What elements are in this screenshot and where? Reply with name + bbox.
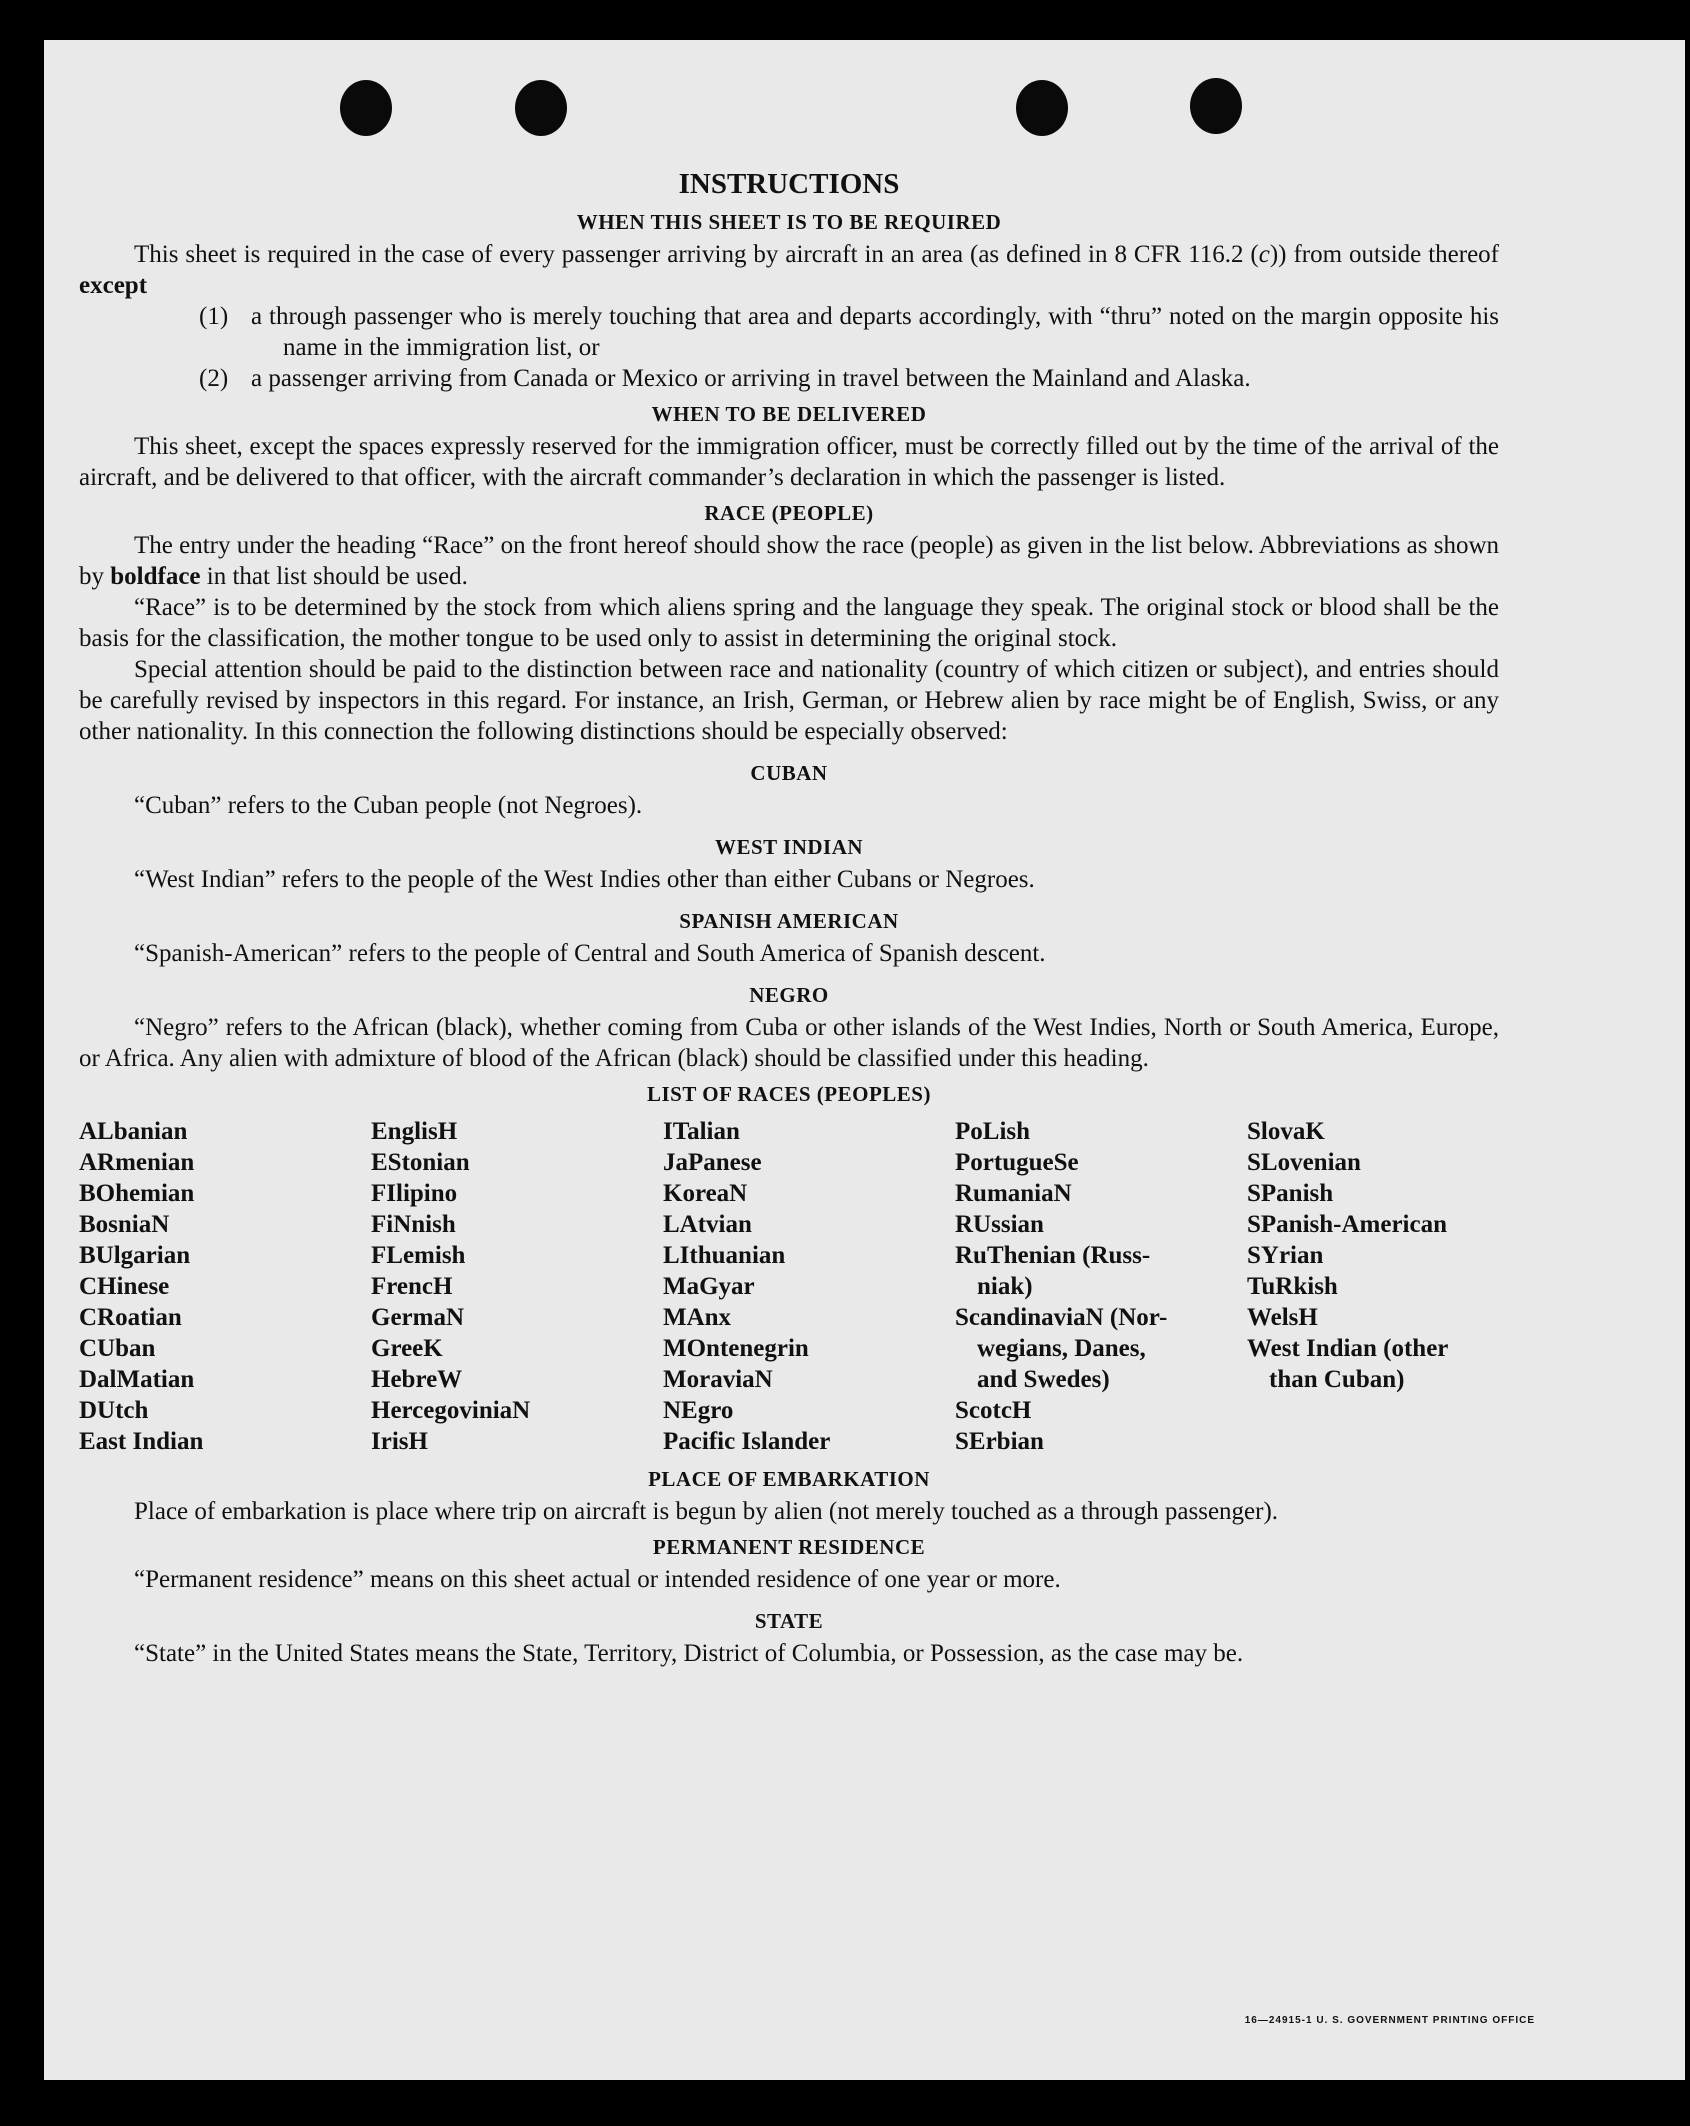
cuban-text: “Cuban” refers to the Cuban people (not Negroes). <box>134 792 643 819</box>
race-paragraph-1 <box>79 530 1499 592</box>
race-item: FrencH <box>371 1273 453 1300</box>
list-item-number: (1) <box>199 303 229 330</box>
race-item: SPanish-American <box>1247 1211 1447 1238</box>
race-item: SlovaK <box>1247 1118 1325 1145</box>
when-required-intro <box>79 239 1499 301</box>
races-list <box>79 1116 1499 1457</box>
race-item: MoraviaN <box>663 1366 773 1393</box>
race-item: MAnx <box>663 1304 732 1331</box>
race-item: and Swedes) <box>977 1366 1110 1393</box>
race-item: SLovenian <box>1247 1149 1361 1176</box>
list-item-text: a passenger arriving from Canada or Mexico or arriving in travel between the Mainland and Alaska. <box>251 365 1251 392</box>
race-item: LIthuanian <box>663 1242 786 1269</box>
race-item: FIlipino <box>371 1180 458 1207</box>
race-item: BOhemian <box>79 1180 195 1207</box>
place-of-embarkation-text: Place of embarkation is place where trip on aircraft is begun by alien (not merely touched as a through passenger). <box>134 1498 1279 1525</box>
west-indian-text: “West Indian” refers to the people of the West Indies other than either Cubans or Negroes. <box>134 866 1035 893</box>
race-item: FiNnish <box>371 1211 456 1238</box>
race-item: IrisH <box>371 1428 428 1455</box>
document-body <box>79 166 1499 1669</box>
race-item: GermaN <box>371 1304 465 1331</box>
punch-hole <box>1016 80 1068 136</box>
race-item: wegians, Danes, <box>977 1335 1146 1362</box>
race-item: East Indian <box>79 1428 204 1455</box>
race-item: RuThenian (Russ- <box>955 1242 1151 1269</box>
intro-text: This sheet is required in the case of every passenger arriving by aircraft in an area (as defined in 8 CFR 116.2 ( <box>134 241 1259 268</box>
race-column <box>371 1116 663 1457</box>
race-column <box>79 1116 371 1457</box>
race-item: SYrian <box>1247 1242 1324 1269</box>
list-item-text: a through passenger who is merely touching that area and departs accordingly, with “thru” noted on the margin opposite his name in the immigration list, or <box>251 303 1499 361</box>
section-heading-permanent-residence: PERMANENT RESIDENCE <box>652 1535 926 1559</box>
section-heading-race: RACE (PEOPLE) <box>704 501 874 525</box>
section-heading-state: STATE <box>754 1609 824 1633</box>
race-item: WelsH <box>1247 1304 1318 1331</box>
section-heading-cuban: CUBAN <box>750 761 828 785</box>
race-item: HercegoviniaN <box>371 1397 531 1424</box>
punch-hole <box>1190 78 1242 134</box>
race-item: BosniaN <box>79 1211 170 1238</box>
race-item: EnglisH <box>371 1118 458 1145</box>
race-item: PortugueSe <box>955 1149 1079 1176</box>
when-delivered-text: This sheet, except the spaces expressly reserved for the immigration officer, must be correctly filled out by the time of the arrival of the aircraft, and be delivered to that officer, with the aircraft commander’s declaration in which the passenger is listed. <box>79 433 1499 491</box>
race-column <box>663 1116 955 1457</box>
race-item: than Cuban) <box>1269 1366 1405 1393</box>
race-paragraph-3: Special attention should be paid to the distinction between race and nationality (country of which citizen or subject), and entries should be carefully revised by inspectors in this regard. For instance, an Irish, German, or Hebrew alien by race might be of English, Swiss, or any other nationality. In this connection the following distinctions should be especially observed: <box>79 656 1499 745</box>
race-text: in that list should be used. <box>200 563 468 590</box>
race-item: KoreaN <box>663 1180 748 1207</box>
intro-text: )) from outside thereof <box>1269 241 1499 268</box>
race-item: ScandinaviaN (Nor- <box>955 1304 1168 1331</box>
spanish-american-text: “Spanish-American” refers to the people of Central and South America of Spanish descent. <box>134 940 1046 967</box>
race-item: SErbian <box>955 1428 1044 1455</box>
list-item-number: (2) <box>199 365 229 392</box>
section-heading-west-indian: WEST INDIAN <box>714 835 864 859</box>
race-item: FLemish <box>371 1242 466 1269</box>
section-heading-when-required: WHEN THIS SHEET IS TO BE REQUIRED <box>576 210 1002 234</box>
race-item: West Indian (other <box>1247 1335 1449 1362</box>
race-item: RUssian <box>955 1211 1044 1238</box>
race-item: DUtch <box>79 1397 149 1424</box>
race-column <box>1247 1116 1499 1457</box>
section-heading-when-delivered: WHEN TO BE DELIVERED <box>651 402 927 426</box>
punch-hole <box>515 80 567 136</box>
state-text: “State” in the United States means the State, Territory, District of Columbia, or Possession, as the case may be. <box>134 1640 1244 1667</box>
race-item: EStonian <box>371 1149 470 1176</box>
race-item: CUban <box>79 1335 156 1362</box>
exception-list <box>79 301 1499 394</box>
race-item: RumaniaN <box>955 1180 1072 1207</box>
negro-text: “Negro” refers to the African (black), whether coming from Cuba or other islands of the West Indies, North or South America, Europe, or Africa. Any alien with admixture of blood of the African (black) should be classified under this heading. <box>79 1014 1499 1072</box>
race-item: TuRkish <box>1247 1273 1338 1300</box>
race-item: GreeK <box>371 1335 443 1362</box>
section-heading-list-of-races: LIST OF RACES (PEOPLES) <box>647 1082 931 1106</box>
race-bold: boldface <box>110 563 201 590</box>
section-heading-spanish-american: SPANISH AMERICAN <box>679 909 899 933</box>
section-heading-place-of-embarkation: PLACE OF EMBARKATION <box>648 1467 930 1491</box>
intro-italic: c <box>1258 241 1270 268</box>
race-item: MaGyar <box>663 1273 755 1300</box>
intro-bold: except <box>79 272 148 299</box>
race-item: JaPanese <box>663 1149 762 1176</box>
race-paragraph-2: “Race” is to be determined by the stock from which aliens spring and the language they speak. The original stock or blood shall be the basis for the classification, the mother tongue to be used only to assist in determining the original stock. <box>79 594 1499 652</box>
race-item: DalMatian <box>79 1366 195 1393</box>
race-item: MOntenegrin <box>663 1335 809 1362</box>
race-item: ALbanian <box>79 1118 188 1145</box>
race-item: HebreW <box>371 1366 463 1393</box>
list-item <box>199 301 1499 363</box>
race-text: The entry under the heading “Race” on the front hereof should show the race (people) as given in the list below. Abbreviations as shown by <box>79 532 1499 590</box>
punch-hole <box>340 80 392 136</box>
race-item: Pacific Islander <box>663 1428 831 1455</box>
race-item: NEgro <box>663 1397 734 1424</box>
race-item: LAtvian <box>663 1211 752 1238</box>
document-sheet <box>44 40 1685 2080</box>
race-item: ITalian <box>663 1118 740 1145</box>
race-item: CRoatian <box>79 1304 182 1331</box>
race-item: ScotcH <box>955 1397 1032 1424</box>
race-column <box>955 1116 1247 1457</box>
permanent-residence-text: “Permanent residence” means on this sheet actual or intended residence of one year or more. <box>134 1566 1061 1593</box>
race-item: CHinese <box>79 1273 170 1300</box>
race-item: BUlgarian <box>79 1242 191 1269</box>
section-heading-negro: NEGRO <box>749 983 829 1007</box>
race-item: PoLish <box>955 1118 1031 1145</box>
printer-imprint: 16—24915-1 U. S. GOVERNMENT PRINTING OFFICE <box>1244 2015 1535 2026</box>
race-item: niak) <box>977 1273 1033 1300</box>
race-item: SPanish <box>1247 1180 1334 1207</box>
page-title: INSTRUCTIONS <box>678 168 900 200</box>
race-item: ARmenian <box>79 1149 195 1176</box>
list-item <box>199 363 1499 394</box>
